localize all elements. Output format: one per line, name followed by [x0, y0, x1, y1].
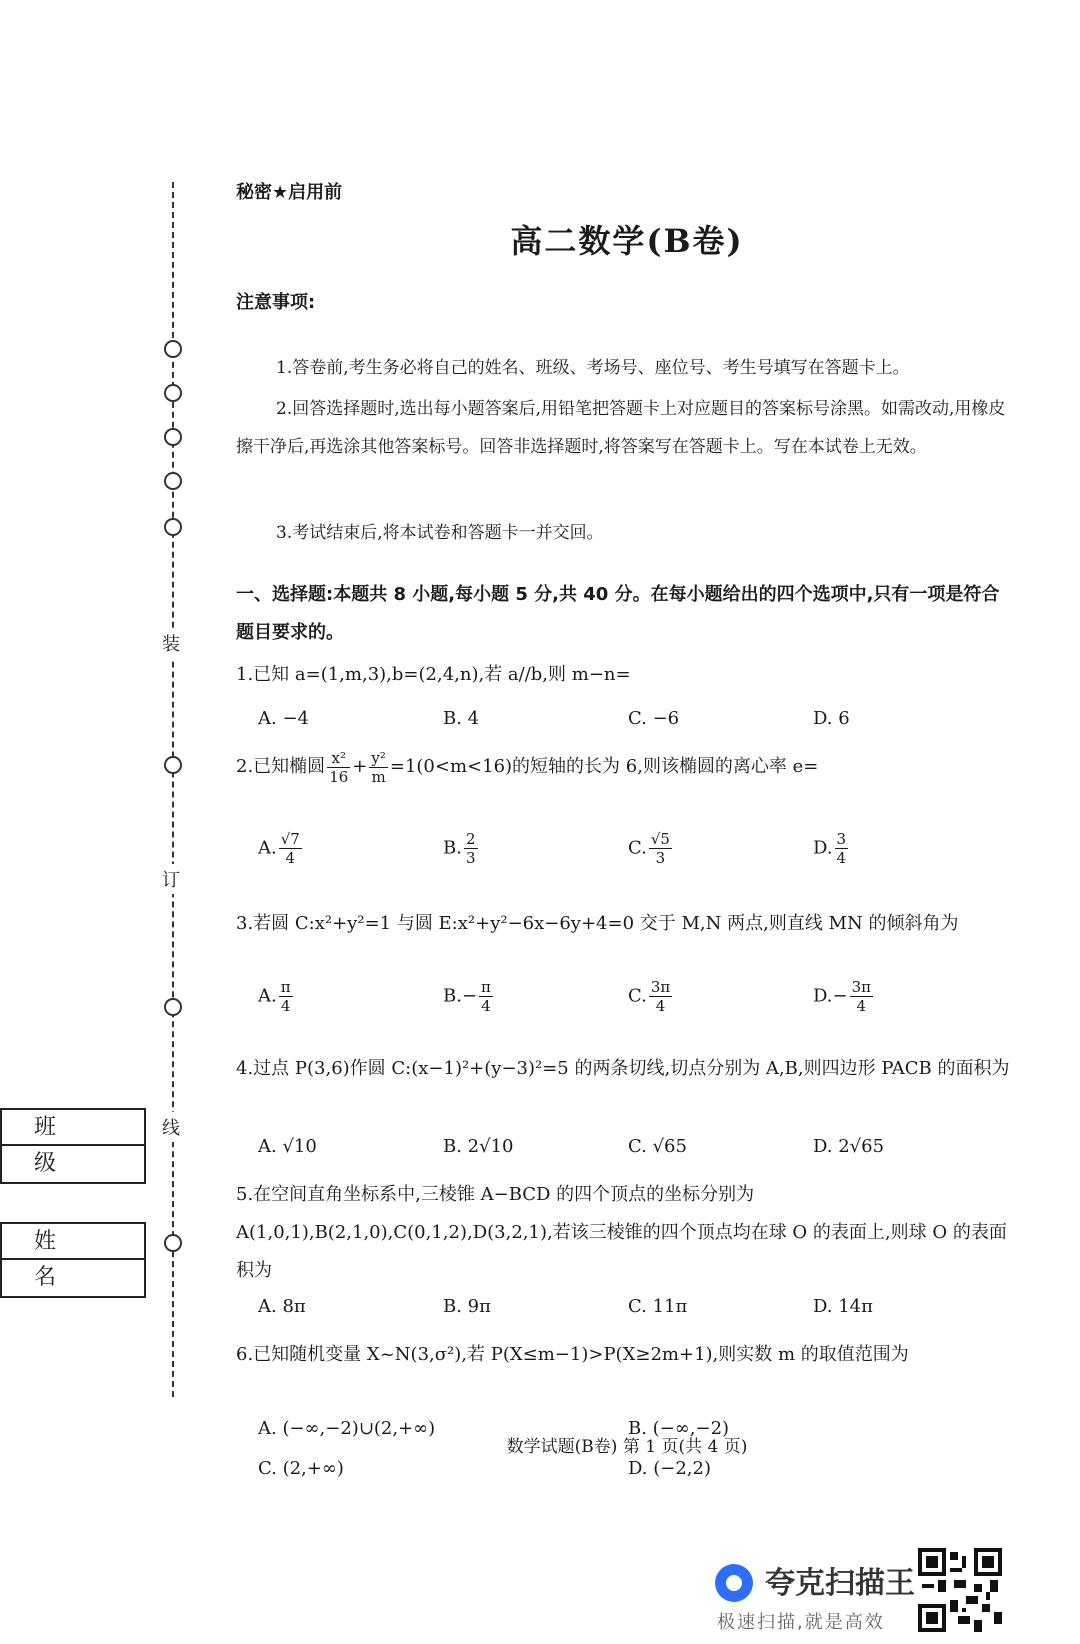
binding-char-ding: 订 [162, 864, 180, 894]
option-sign: − [832, 985, 848, 1007]
question-2-fraction-x [327, 749, 350, 786]
fraction-denominator: 4 [280, 997, 291, 1015]
question-2-option-d[interactable] [813, 830, 850, 867]
fraction-denominator: 4 [655, 997, 666, 1015]
class-field [0, 1108, 146, 1184]
option-fraction [479, 978, 493, 1015]
option-letter: B. [443, 837, 462, 859]
scanner-slogan: 极速扫描,就是高效 [717, 1612, 885, 1633]
plus-sign: + [352, 756, 368, 777]
scanner-brand-name: 夸克扫描王 [765, 1566, 915, 1601]
notice-item-2: 2.回答选择题时,选出每小题答案后,用铅笔把答题卡上对应题目的答案标号涂黑。如需改动,用橡皮擦干净后,再选涂其他答案标号。回答非选择题时,将答案写在答题卡上。写在本试卷上无效。 [236, 399, 1006, 457]
question-1-option-b[interactable]: B. 4 [443, 708, 480, 729]
option-fraction [279, 830, 302, 867]
option-fraction [649, 830, 672, 867]
question-5-option-a[interactable]: A. 8π [258, 1296, 306, 1317]
option-fraction [649, 978, 672, 1015]
question-2-stem-post: =1(0<m<16)的短轴的长为 6,则该椭圆的离心率 e= [389, 756, 819, 777]
binding-hole [164, 1234, 182, 1252]
fraction-numerator: π [280, 978, 291, 996]
question-1-stem: 1.已知 a=(1,m,3),b=(2,4,n),若 a//b,则 m−n= [236, 664, 631, 685]
fraction-numerator: 3π [851, 978, 872, 996]
fraction-numerator: 3π [650, 978, 671, 996]
question-4-option-a[interactable]: A. √10 [258, 1136, 317, 1157]
notice-item-1: 1.答卷前,考生务必将自己的姓名、班级、考场号、座位号、考生号填写在答题卡上。 [276, 358, 910, 378]
binding-hole [164, 756, 182, 774]
binding-hole [164, 998, 182, 1016]
question-5-option-b[interactable]: B. 9π [443, 1296, 491, 1317]
question-5-stem: 5.在空间直角坐标系中,三棱锥 A−BCD 的四个顶点的坐标分别为 A(1,0,1),B(2,1,0),C(0,1,2),D(3,2,1),若该三棱锥的四个顶点均在球 O 的表面上,则球 O 的表面积为 [236, 1184, 1007, 1281]
option-letter: A. [258, 985, 277, 1007]
binding-hole [164, 472, 182, 490]
notice-item-3: 3.考试结束后,将本试卷和答题卡一并交回。 [276, 523, 604, 543]
binding-char-zhuang: 装 [162, 628, 180, 658]
fraction-denominator: 4 [836, 849, 847, 867]
notice-heading: 注意事项: [236, 292, 316, 313]
question-5-option-c[interactable]: C. 11π [628, 1296, 688, 1317]
question-3-option-d[interactable] [813, 978, 875, 1015]
option-fraction [850, 978, 873, 1015]
fraction-denominator: m [371, 767, 386, 786]
fraction-numerator: y² [371, 748, 386, 767]
question-2-option-a[interactable] [258, 830, 304, 867]
fraction-numerator: x² [327, 749, 350, 768]
question-2-option-c[interactable] [628, 830, 674, 867]
binding-hole [164, 384, 182, 402]
question-1-option-a[interactable]: A. −4 [258, 708, 309, 729]
question-4-stem: 4.过点 P(3,6)作圆 C:(x−1)²+(y−3)²=5 的两条切线,切点分别为 A,B,则四边形 PACB 的面积为 [236, 1058, 1010, 1079]
question-2-stem-pre: 2.已知椭圆 [236, 756, 326, 777]
option-fraction [835, 830, 849, 867]
name-field-label: 姓名 [2, 1224, 144, 1260]
fraction-numerator: 3 [836, 830, 847, 848]
question-3-stem: 3.若圆 C:x²+y²=1 与圆 E:x²+y²−6x−6y+4=0 交于 M,N 两点,则直线 MN 的倾斜角为 [236, 913, 959, 934]
fraction-denominator: 4 [285, 849, 296, 867]
binding-hole [164, 340, 182, 358]
binding-hole [164, 428, 182, 446]
question-2-stem [236, 748, 1016, 786]
option-fraction [279, 978, 293, 1015]
question-4-option-c[interactable]: C. √65 [628, 1136, 687, 1157]
question-6-option-d[interactable]: D. (−2,2) [628, 1458, 711, 1479]
binding-hole [164, 518, 182, 536]
question-4-option-d[interactable]: D. 2√65 [813, 1136, 885, 1157]
fraction-numerator: 2 [465, 830, 476, 848]
question-5-option-d[interactable]: D. 14π [813, 1296, 873, 1317]
binding-char-xian: 线 [162, 1112, 180, 1142]
fraction-denominator: 16 [329, 767, 349, 786]
option-letter: C. [628, 985, 647, 1007]
fraction-numerator: √7 [280, 830, 300, 848]
fraction-numerator: π [481, 978, 491, 996]
question-3-option-a[interactable] [258, 978, 295, 1015]
option-sign: − [461, 985, 478, 1007]
secret-label: 秘密★启用前 [236, 182, 343, 203]
scanner-logo-icon [715, 1564, 753, 1602]
option-letter: D. [813, 985, 833, 1007]
option-letter: D. [813, 837, 833, 859]
question-3-option-b[interactable] [443, 978, 495, 1015]
section-title: 一、选择题:本题共 8 小题,每小题 5 分,共 40 分。在每小题给出的四个选项中,只有一项是符合题目要求的。 [236, 584, 1000, 643]
question-4-option-b[interactable]: B. 2√10 [443, 1136, 514, 1157]
fraction-denominator: 3 [655, 849, 666, 867]
binding-dashed-line [172, 182, 174, 1397]
option-letter: A. [258, 837, 277, 859]
question-3-option-c[interactable] [628, 978, 674, 1015]
fraction-denominator: 3 [465, 849, 476, 867]
fraction-denominator: 4 [481, 997, 491, 1015]
qr-code-icon [918, 1548, 1002, 1632]
page-title: 高二数学(B卷) [510, 222, 744, 260]
option-letter: B. [443, 985, 462, 1007]
question-6-stem: 6.已知随机变量 X~N(3,σ²),若 P(X≤m−1)>P(X≥2m+1),则实数 m 的取值范围为 [236, 1344, 909, 1365]
fraction-denominator: 4 [856, 997, 867, 1015]
option-letter: C. [628, 837, 647, 859]
option-fraction [464, 830, 478, 867]
question-6-option-c[interactable]: C. (2,+∞) [258, 1458, 344, 1479]
question-2-option-b[interactable] [443, 830, 480, 867]
question-1-option-d[interactable]: D. 6 [813, 708, 850, 729]
class-field-label: 班级 [2, 1110, 144, 1146]
name-field [0, 1222, 146, 1298]
fraction-numerator: √5 [650, 830, 670, 848]
question-6-option-b[interactable]: B. (−∞,−2) [628, 1418, 730, 1439]
question-2-fraction-y [369, 749, 388, 786]
question-6-option-a[interactable]: A. (−∞,−2)∪(2,+∞) [258, 1418, 436, 1439]
page-footer: 数学试题(B卷) 第 1 页(共 4 页) [506, 1437, 748, 1457]
question-1-option-c[interactable]: C. −6 [628, 708, 680, 729]
